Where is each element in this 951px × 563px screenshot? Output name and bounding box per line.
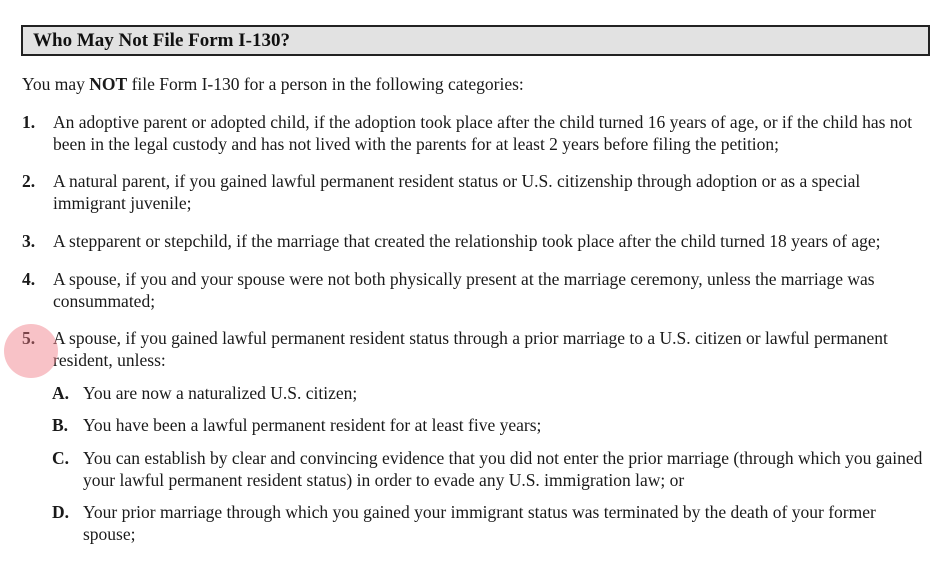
sub-item-letter: D. <box>52 502 70 522</box>
list-item-text: A spouse, if you and your spouse were not both physically present at the marriage ceremony, unless the marriage was consummated; <box>53 269 875 311</box>
list-item-text: A spouse, if you gained lawful permanent resident status through a prior marriage to a U.S. citizen or lawful permanent resident, unless: <box>53 328 888 370</box>
sub-item-text: You have been a lawful permanent resident for at least five years; <box>83 415 542 435</box>
section-title: Who May Not File Form I-130? <box>33 30 290 51</box>
list-item-number: 4. <box>22 269 36 289</box>
sub-item-letter: B. <box>52 415 69 435</box>
list-item-number: 3. <box>22 231 36 251</box>
list-item-text: An adoptive parent or adopted child, if the adoption took place after the child turned 16 years of age, or if the child has not been in the legal custody and has not lived with the parents for at least 2 years before filing the petition; <box>53 112 913 154</box>
intro-prefix: You may <box>22 74 90 94</box>
list-item-number: 2. <box>22 171 36 191</box>
list-item-text: A stepparent or stepchild, if the marriage that created the relationship took place after the child turned 18 years of age; <box>53 231 881 251</box>
list-item-number: 1. <box>22 112 36 132</box>
sub-item-text: You are now a naturalized U.S. citizen; <box>83 383 358 403</box>
sub-item-letter: C. <box>52 448 70 468</box>
sub-item-text: Your prior marriage through which you gained your immigrant status was terminated by the death of your former spouse; <box>83 502 876 544</box>
intro-suffix: file Form I-130 for a person in the following categories: <box>127 74 524 94</box>
list-item-number: 5. <box>22 328 36 348</box>
section-header <box>21 25 930 56</box>
list-item-text: A natural parent, if you gained lawful permanent resident status or U.S. citizenship through adoption or as a special immigrant juvenile; <box>53 171 861 213</box>
sub-item-letter: A. <box>52 383 70 403</box>
sub-item-text: You can establish by clear and convincing evidence that you did not enter the prior marriage (through which you gained your lawful permanent resident status) in order to evade any U.S. immigration law; or <box>83 448 923 490</box>
intro-emphasis: NOT <box>89 74 128 94</box>
intro-paragraph <box>22 73 524 95</box>
